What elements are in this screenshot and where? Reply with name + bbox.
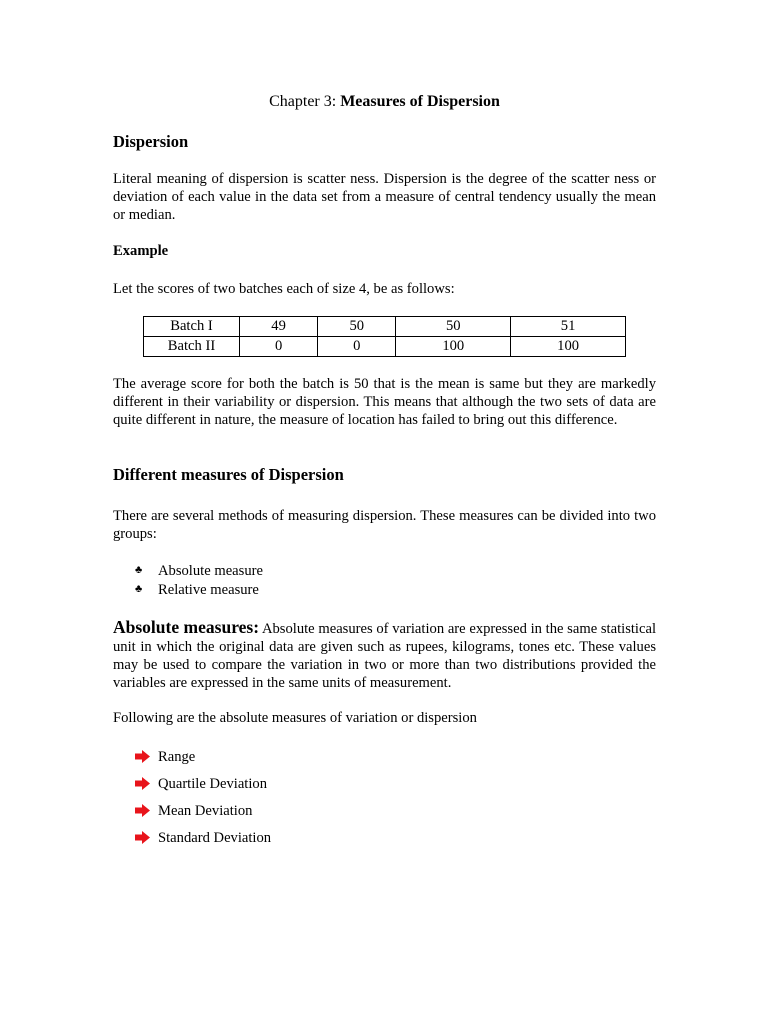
list-item bbox=[135, 770, 271, 797]
red-arrow-icon bbox=[135, 804, 158, 817]
absolute-heading: Absolute measures: bbox=[113, 617, 260, 637]
list-item bbox=[135, 743, 271, 770]
club-icon: ♣ bbox=[135, 583, 143, 595]
table-cell: 49 bbox=[240, 317, 318, 337]
chapter-name: Measures of Dispersion bbox=[340, 93, 500, 110]
measures-paragraph: There are several methods of measuring dispersion. These measures can be divided into two groups: bbox=[113, 508, 656, 542]
absolute-list-intro: Following are the absolute measures of variation or dispersion bbox=[113, 710, 477, 726]
chapter-prefix: Chapter 3: bbox=[269, 93, 341, 110]
list-item bbox=[135, 561, 263, 580]
list-item bbox=[135, 580, 263, 599]
absolute-paragraph bbox=[113, 618, 656, 692]
table-cell: 0 bbox=[240, 337, 318, 357]
chapter-title bbox=[113, 93, 656, 111]
table-cell: 50 bbox=[318, 317, 396, 337]
absolute-text: Absolute measures of variation are expressed in the same statistical unit in which the original data are given such as rupees, kilograms, tones etc. These values may be used to compare the variation in two or more than two distributions provided the variables are expressed in the same units of measurement. bbox=[113, 621, 656, 691]
measures-heading: Different measures of Dispersion bbox=[113, 465, 344, 484]
list-item-label: Standard Deviation bbox=[158, 829, 272, 846]
list-item-label: Mean Deviation bbox=[158, 802, 253, 819]
absolute-measures-list bbox=[135, 743, 271, 851]
list-item-label: Range bbox=[158, 748, 196, 765]
red-arrow-icon bbox=[135, 777, 158, 790]
table-row bbox=[144, 337, 626, 357]
dispersion-heading: Dispersion bbox=[113, 132, 189, 151]
dispersion-paragraph: Literal meaning of dispersion is scatter ness. Dispersion is the degree of the scatter ness or deviation of each value in the data set from a measure of central tendency usually the mean or median. bbox=[113, 171, 656, 223]
table-cell: Batch II bbox=[144, 337, 240, 357]
example-intro: Let the scores of two batches each of size 4, be as follows: bbox=[113, 281, 455, 297]
table-cell: 100 bbox=[396, 337, 511, 357]
table-cell: 50 bbox=[396, 317, 511, 337]
table-row bbox=[144, 317, 626, 337]
list-item bbox=[135, 824, 271, 851]
list-item bbox=[135, 797, 271, 824]
scores-table bbox=[143, 316, 626, 357]
table-cell: 100 bbox=[511, 337, 626, 357]
list-item-label: Absolute measure bbox=[158, 562, 263, 579]
red-arrow-icon bbox=[135, 831, 158, 844]
table-cell: 51 bbox=[511, 317, 626, 337]
list-item-label: Quartile Deviation bbox=[158, 775, 268, 792]
table-cell: 0 bbox=[318, 337, 396, 357]
measure-groups-list bbox=[135, 561, 263, 599]
list-item-label: Relative measure bbox=[158, 581, 259, 598]
red-arrow-icon bbox=[135, 750, 158, 763]
example-explanation: The average score for both the batch is 50 that is the mean is same but they are markedly different in their variability or dispersion. This means that although the two sets of data are quite different in nature, the measure of location has failed to bring out this difference. bbox=[113, 376, 656, 428]
club-icon: ♣ bbox=[135, 564, 143, 576]
table-cell: Batch I bbox=[144, 317, 240, 337]
example-heading: Example bbox=[113, 243, 169, 259]
